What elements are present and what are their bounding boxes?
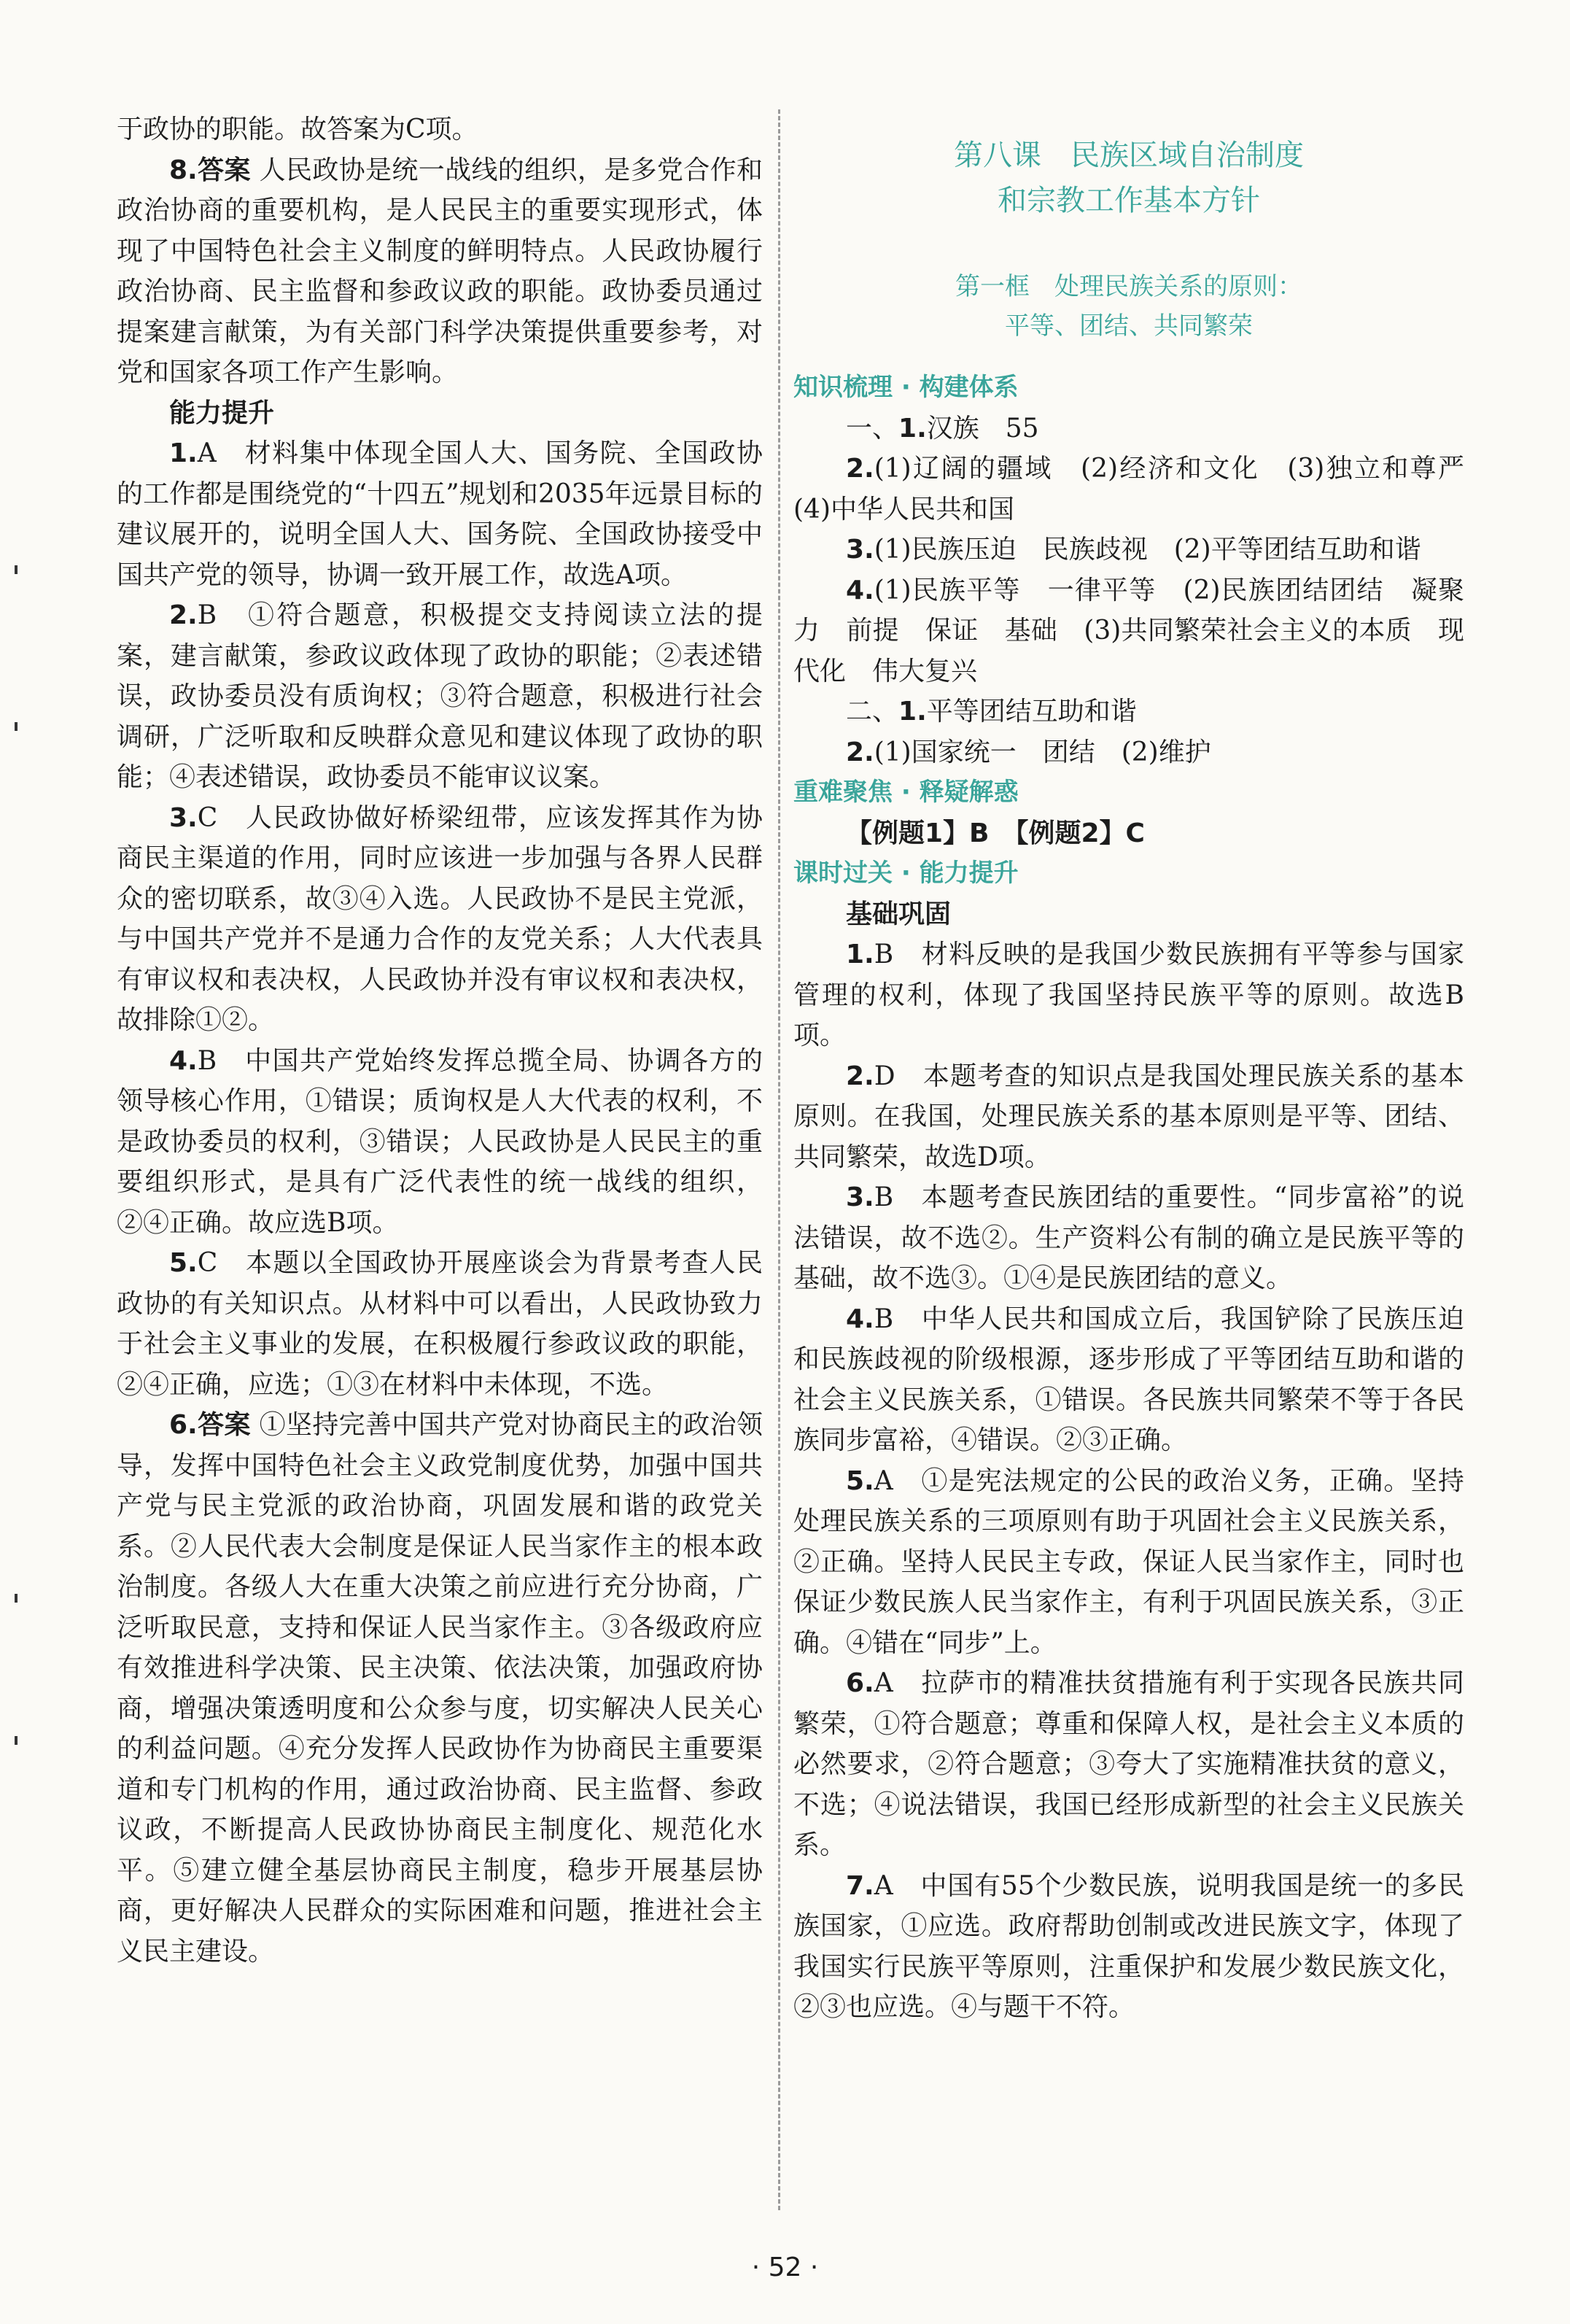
lesson-title-line: 第八课 民族区域自治制度	[954, 139, 1304, 172]
item-text: (1)民族压迫 民族歧视 (2)平等团结互助和谐	[874, 535, 1421, 565]
item-text: B 本题考查民族团结的重要性。“同步富裕”的说法错误，故不选②。生产资料公有制的确立是民族平等的基础，故不选③。①④是民族团结的意义。	[793, 1182, 1464, 1293]
item-text: A 材料集中体现全国人大、国务院、全国政协的工作都是围绕党的“十四五”规划和2035年远景目标的建议展开的，说明全国人大、国务院、全国政协接受中国共产党的领导，协调一致开展工作，故选A项。	[117, 438, 763, 590]
answer-item	[793, 1663, 1464, 1866]
answer-item	[117, 1405, 763, 1972]
item-number: 2.	[846, 454, 874, 484]
item-prefix: 一、	[846, 413, 899, 444]
answer-item	[117, 1041, 763, 1244]
answer-item	[793, 570, 1464, 692]
item-text: 汉族 55	[926, 413, 1039, 444]
answer-item	[793, 449, 1491, 530]
item-number: 8.	[169, 155, 198, 185]
answer-item	[793, 934, 1464, 1056]
scan-mark	[15, 1594, 18, 1603]
item-text: ①坚持完善中国共产党对协商民主的政治领导，发挥中国特色社会主义政党制度优势，加强中国共产党与民主党派的政治协商，巩固发展和谐的政党关系。②人民代表大会制度是保证人民当家作主的根本政治制度。各级人大在重大决策之前应进行充分协商，广泛听取民意，支持和保证人民当家作主。③各级政府应有效推进科学决策、民主决策、依法决策，加强政府协商，增强决策透明度和公众参与度，切实解决人民关心的利益问题。④充分发挥人民政协作为协商民主重要渠道和专门机构的作用，通过政治协商、民主监督、参政议政，不断提高人民政协协商民主制度化、规范化水平。⑤建立健全基层协商民主制度，稳步开展基层协商，更好解决人民群众的实际困难和问题，推进社会主义民主建设。	[117, 1410, 763, 1967]
item-text: D 本题考查的知识点是我国处理民族关系的基本原则。在我国，处理民族关系的基本原则是平等、团结、共同繁荣，故选D项。	[793, 1061, 1464, 1172]
scan-mark	[15, 565, 18, 574]
answer-item	[793, 1461, 1464, 1664]
answer-item	[793, 1177, 1464, 1299]
right-column-body	[793, 368, 1491, 2028]
answer-item	[793, 1866, 1464, 2028]
item-number: 2.	[169, 600, 198, 630]
answer-item	[117, 433, 763, 595]
subsection-heading: 基础巩固	[846, 899, 952, 929]
item-number: 2.	[846, 1061, 874, 1091]
item-number: 4.	[846, 575, 874, 605]
answer-label: 答案	[197, 1410, 251, 1440]
frame-title-line: 平等、团结、共同繁荣	[1005, 311, 1253, 341]
item-text: (1)国家统一 团结 (2)维护	[874, 737, 1211, 767]
scan-mark	[15, 1736, 18, 1745]
item-prefix: 二、	[846, 697, 899, 727]
item-number: 7.	[846, 1870, 874, 1901]
answer-item	[793, 732, 1464, 773]
frame-title-line: 第一框 处理民族关系的原则：	[955, 272, 1302, 301]
answer-text: 于政协的职能。故答案为C项。	[117, 115, 478, 144]
item-number: 1.	[846, 940, 874, 969]
item-number: 4.	[169, 1045, 198, 1076]
frame-title	[793, 267, 1464, 346]
item-text: B 中华人民共和国成立后，我国铲除了民族压迫和民族歧视的阶级根源，逐步形成了平等团结互助和谐的社会主义民族关系，①错误。各民族共同繁荣不等于各民族同步富裕，④错误。②③正确。	[793, 1304, 1464, 1455]
section-heading: 课时过关 · 能力提升	[793, 859, 1019, 888]
item-text: C 人民政协做好桥梁纽带，应该发挥其作为协商民主渠道的作用，同时应该进一步加强与各界人民群众的密切联系，故③④入选。人民政协不是民主党派，与中国共产党并不是通力合作的友党关系；人大代表具有审议权和表决权，人民政协并没有审议权和表决权，故排除①②。	[117, 802, 763, 1035]
item-text: 平等团结互助和谐	[926, 697, 1137, 727]
page-number: · 52 ·	[751, 2253, 819, 2282]
answer-item	[117, 150, 763, 393]
answer-item	[793, 530, 1464, 570]
subsection-heading: 能力提升	[169, 398, 275, 428]
answer-item	[793, 408, 1464, 449]
item-number: 2.	[846, 737, 874, 767]
answer-item	[117, 1243, 763, 1405]
item-text: A 中国有55个少数民族，说明我国是统一的多民族国家，①应选。政府帮助创制或改进民族文字，体现了我国实行民族平等原则，注重保护和发展少数民族文化，②③也应选。④与题干不符。	[793, 1870, 1464, 2022]
item-number: 3.	[846, 535, 874, 565]
item-text: A 拉萨市的精准扶贫措施有利于实现各民族共同繁荣，①符合题意；尊重和保障人权，是社会主义本质的必然要求，②符合题意；③夸大了实施精准扶贫的意义，不选；④说法错误，我国已经形成新型的社会主义民族关系。	[793, 1668, 1464, 1860]
item-number: 3.	[846, 1182, 874, 1212]
item-text: B 中国共产党始终发挥总揽全局、协调各方的领导核心作用，①错误；质询权是人大代表的权利，不是政协委员的权利，③错误；人民政协是人民民主的重要组织形式，是具有广泛代表性的统一战线的组织，②④正确。故应选B项。	[117, 1045, 763, 1238]
item-number: 1.	[169, 438, 198, 468]
item-text: A ①是宪法规定的公民的政治义务，正确。坚持处理民族关系的三项原则有助于巩固社会主义民族关系，②正确。坚持人民民主专政，保证人民当家作主，同时也保证少数民族人民当家作主，有利于巩固民族关系，③正确。④错在“同步”上。	[793, 1465, 1464, 1658]
answer-item	[793, 1299, 1464, 1461]
item-number: 5.	[846, 1465, 874, 1496]
item-text: 人民政协是统一战线的组织，是多党合作和政治协商的重要机构，是人民民主的重要实现形式，体现了中国特色社会主义制度的鲜明特点。人民政协履行政治协商、民主监督和参政议政的职能。政协委员通过提案建言献策，为有关部门科学决策提供重要参考，对党和国家各项工作产生影响。	[117, 155, 763, 387]
item-number: 1.	[898, 697, 927, 727]
item-number: 3.	[169, 802, 198, 833]
lesson-title-line: 和宗教工作基本方针	[998, 184, 1260, 217]
item-number: 1.	[898, 413, 927, 444]
item-number: 4.	[846, 1304, 874, 1334]
answer-label: 答案	[197, 155, 251, 185]
right-column	[793, 109, 1491, 2028]
section-heading: 知识梳理 · 构建体系	[793, 373, 1019, 402]
answer-item	[117, 595, 763, 798]
lesson-title	[793, 133, 1464, 223]
example-answers: 【例题1】B 【例题2】C	[846, 818, 1145, 848]
item-text: (1)民族平等 一律平等 (2)民族团结团结 凝聚力 前提 保证 基础 (3)共同繁荣社会主义的本质 现代化 伟大复兴	[793, 575, 1464, 686]
answer-item	[117, 798, 763, 1041]
item-text: B 材料反映的是我国少数民族拥有平等参与国家管理的权利，体现了我国坚持民族平等的原则。故选B项。	[793, 940, 1464, 1050]
column-divider	[778, 109, 780, 2210]
item-text: B ①符合题意，积极提交支持阅读立法的提案，建言献策，参政议政体现了政协的职能；②表述错误，政协委员没有质询权；③符合题意，积极进行社会调研，广泛听取和反映群众意见和建议体现了政协的职能；④表述错误，政协委员不能审议议案。	[117, 600, 763, 792]
scan-mark	[15, 722, 18, 731]
item-text: (1)辽阔的疆域 (2)经济和文化 (3)独立和尊严 (4)中华人民共和国	[793, 454, 1491, 524]
item-text: C 本题以全国政协开展座谈会为背景考查人民政协的有关知识点。从材料中可以看出，人民政协致力于社会主义事业的发展，在积极履行参政议政的职能，②④正确，应选；①③在材料中未体现，不选。	[117, 1248, 763, 1400]
item-number: 5.	[169, 1248, 198, 1278]
left-column	[117, 109, 763, 1972]
section-heading: 重难聚焦 · 释疑解惑	[793, 778, 1019, 807]
item-number: 6.	[169, 1410, 198, 1440]
answer-item	[793, 692, 1464, 732]
answer-item	[793, 1056, 1464, 1178]
item-number: 6.	[846, 1668, 874, 1698]
